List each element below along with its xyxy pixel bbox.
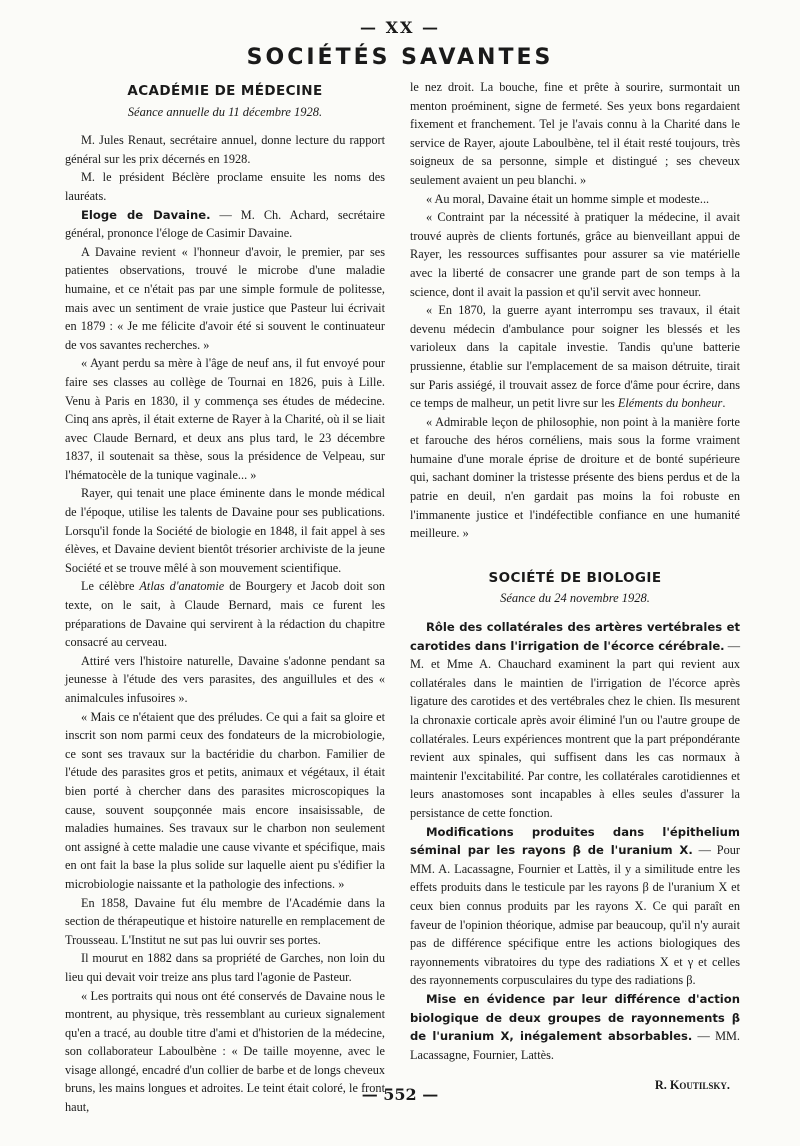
paragraph: « Au moral, Davaine était un homme simple et modeste... <box>426 191 710 206</box>
page-number: — 552 — <box>361 1085 439 1104</box>
paragraph <box>410 618 740 823</box>
paragraph-text: « En 1870, la guerre ayant interrompu ses travaux, il était devenu médecin d'ambulance pour soigner les blessés et les varioleux dans la capitale investie. Tandis qu'une batterie prussienne, établie sur l'emplacement de sa maison détruite, tirait sur Paris assiégé, il trouvait assez de force d'âme pour écrire, dans ce temps de malheur, un petit livre sur les <box>410 303 740 411</box>
page-title: SOCIÉTÉS SAVANTES <box>246 45 554 70</box>
paragraph: « Contraint par la nécessité à pratiquer la médecine, il avait trouvé auprès de clients fortunés, grâce au bienveillant appui de Rayer, les ressources suffisantes pour assurer sa vie matérielle avec la liberté de consacrer une grande part de son temps à la science, dont il avait la passion et qu'il servit avec honneur. <box>410 210 740 299</box>
book-title: Atlas d'anatomie <box>139 579 225 594</box>
left-column <box>65 78 385 1117</box>
book-title: Eléments du bonheur <box>617 396 723 411</box>
paragraph <box>410 990 740 1064</box>
paragraph <box>410 823 740 990</box>
paragraph: Rayer, qui tenait une place éminente dans le monde médical de l'époque, utilise les talents de Davaine pour ses publications. Lorsqu'il fonde la Société de biologie en 1848, il fait appel à ses élèves, et Davaine devient bientôt trésorier archiviste de la jeune Société et se trouve mêlé à son mouvement scientifique. <box>65 486 385 575</box>
paragraph: le nez droit. La bouche, fine et prête à sourire, surmontait un menton proéminent, signe de fermeté. Ses yeux bons regardaient fixement et franchement. Tel je l'avais connu à la Charité dans le service de Rayer, ajoute Laboulbène, tel il était resté toujours, très soigneux de sa personne, simple et distingué ; ses cheveux seulement avaient un peu blanchi. » <box>410 80 740 187</box>
right-column <box>410 78 740 1095</box>
paragraph: A Davaine revient « l'honneur d'avoir, le premier, par ses patientes observations, trouvé le microbe d'une maladie humaine, et ce n'était pas par une simple formule de politesse, mais avec un sentiment de vraie justice que Pasteur lui écrivait en 1879 : « Je me félicite d'avoir été si souvent le continuateur de vos savantes recherches. » <box>65 244 385 352</box>
paragraph: « Admirable leçon de philosophie, non point à la manière forte et farouche des héros cornéliens, mais sous la forme vraiment humaine d'une morale éprise de droiture et de bonté supérieure qui, sachant dominer la tristesse présente des biens perdus et de la patrie en deuil, n'en gardait pas moins la foi robuste en l'immanente justice et l'indéfectible confiance en une humanité meilleure. » <box>410 414 740 541</box>
paragraph: M. le président Béclère proclame ensuite les noms des lauréats. <box>65 170 385 203</box>
section-heading-academie: ACADÉMIE DE MÉDECINE <box>127 83 323 99</box>
section-subheading-biologie: Séance du 24 novembre 1928. <box>500 591 650 606</box>
article-label: Mise en évidence par leur différence d'action biologique de deux groupes de rayonnements β de l'uranium X, inégalement absorbables. <box>410 991 740 1044</box>
paragraph <box>65 577 385 651</box>
paragraph: Attiré vers l'histoire naturelle, Davaine s'adonne pendant sa jeunesse à l'étude des vers parasites, des anguillules et des « animalcules infusoires ». <box>65 653 385 705</box>
paragraph-text: de Bourgery et Jacob doit son texte, on le sait, à Claude Bernard, mais ce furent les préparations de Davaine qui servirent à la rédaction du chapitre consacré au cerveau. <box>65 579 385 650</box>
paragraph: « Mais ce n'étaient que des préludes. Ce qui a fait sa gloire et inscrit son nom parmi ceux des fondateurs de la microbiologie, ce sont ses travaux sur la bactéridie du charbon. Familier de l'étude des parasites gros et petits, animaux et végétaux, il était bien porté à chercher dans des parasites microscopiques la cause, souvent soupçonnée mais encore insaisissable, de maladies humaines. Ses travaux sur le charbon non seulement ont assigné à cette maladie une cause vivante et spécifique, mais en ont fait la base la plus solide sur laquelle aient pu s'édifier la microbiologie naissante et la pathologie des infections. » <box>65 709 385 891</box>
article-label: Modifications produites dans l'épithelium séminal par les rayons β de l'uranium X. <box>410 824 740 858</box>
article-label: Eloge de Davaine. <box>81 207 211 222</box>
paragraph: En 1858, Davaine fut élu membre de l'Académie dans la section de thérapeutique et histoire naturelle en remplacement de Trousseau. L'Institut ne sut pas lui ouvrir ses portes. <box>65 895 385 947</box>
paragraph <box>65 206 385 243</box>
paragraph <box>410 301 740 413</box>
paragraph-text: — M. Ch. Achard, secrétaire général, prononce l'éloge de Casimir Davaine. <box>65 207 385 241</box>
running-header-page-number: — XX — <box>360 18 440 37</box>
section-heading-biologie: SOCIÉTÉ DE BIOLOGIE <box>488 569 662 586</box>
paragraph-text: — Pour MM. A. Lacassagne, Fournier et Lattès, il y a similitude entre les effets produits dans le testicule par les rayons β de l'uranium X et ceux bien connus produits par les rayons X. Ce qui paraît en faveur de l'opinion théorique, admise par beaucoup, qu'il n'y aurait pas de différence spécifique entre les actions biologiques des rayonnements vibratoires du type des radiations X et γ et celles des rayonnements corpusculaires du type des radiations β. <box>410 843 740 988</box>
paragraph: « Les portraits qui nous ont été conservés de Davaine nous le montrent, au physique, très ressemblant au curieux signalement qu'en a tracé, au double titre d'ami et d'historien de la médecine, son collaborateur Laboulbène : « De taille moyenne, avec le visage allongé, encadré d'un collier de barbe et de longs cheveux bruns, les mains longues et adroites. Le teint était coloré, le front haut, <box>65 988 385 1115</box>
paragraph: Il mourut en 1882 dans sa propriété de Garches, non loin du lieu qui devait voir treize ans plus tard l'agonie de Pasteur. <box>65 951 385 984</box>
paragraph-text: . <box>722 396 726 411</box>
signature: R. Koutilsky. <box>654 1078 730 1093</box>
article-label: Rôle des collatérales des artères vertébrales et carotides dans l'irrigation de l'écorce cérébrale. <box>410 620 740 653</box>
paragraph-text: Le célèbre <box>81 579 140 594</box>
section-subheading-academie: Séance annuelle du 11 décembre 1928. <box>127 104 323 119</box>
paragraph: M. Jules Renaut, secrétaire annuel, donne lecture du rapport général sur les prix décernés en 1928. <box>65 133 385 166</box>
paragraph-text: — M. et Mme A. Chauchard examinent la part qui revient aux collatérales dans le maintien de l'irrigation de l'écorce après ligature des carotides et des vertébrales chez le chien. Ils mesurent la chronaxie corticale après avoir éliminé l'un ou l'autre groupe de collatérales. Leurs expériences montrent que la part prépondérante revient aux spinales, qui suffisent dans les cas normaux à maintenir l'excitabilité. Par contre, les collatérales carotidiennes et leurs anastomoses sont incapables à elles seules d'assurer la persistance de cette fonction. <box>410 638 740 820</box>
paragraph-text: — MM. Lacassagne, Fournier, Lattès. <box>410 1029 741 1062</box>
paragraph: « Ayant perdu sa mère à l'âge de neuf ans, il fut envoyé pour faire ses classes au collège de Tournai en 1826, puis à Lille. Venu à Paris en 1830, il y commença ses études de médecine. Cinq ans après, il était externe de Rayer à la Charité, où il se liait avec Claude Bernard, et deux ans plus tard, le 23 décembre 1837, il soutenait sa thèse, sous la présidence de Velpeau, sur l'hématocèle de la tunique vaginale... » <box>65 356 385 482</box>
